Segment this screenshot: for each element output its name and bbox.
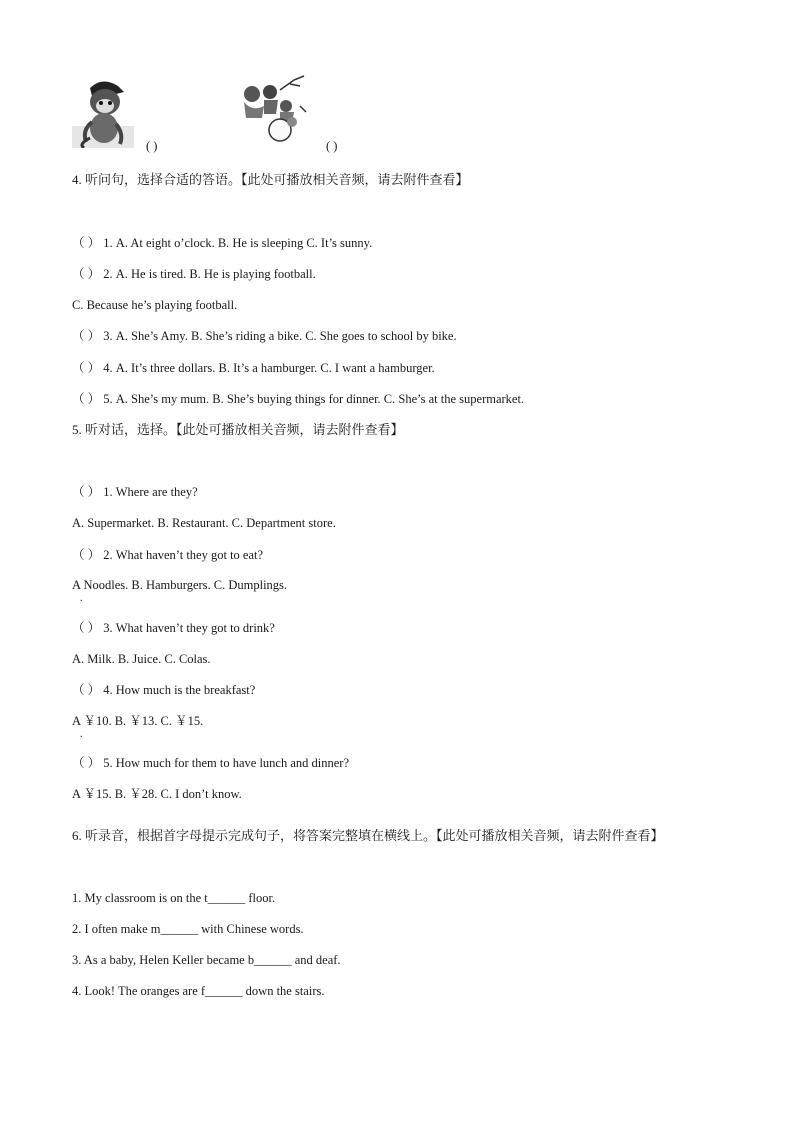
section-5-question-2[interactable]: （ ） 2. What haven’t they got to eat?: [72, 548, 264, 562]
section-4-item-3[interactable]: （ ） 3. A. She’s Amy. B. She’s riding a bike. C. She goes to school by bike.: [72, 329, 457, 343]
section-5-options-4: A ￥10. B. ￥13. C. ￥15.: [72, 714, 204, 728]
section-5-question-5[interactable]: （ ） 5. How much for them to have lunch and dinner?: [72, 756, 350, 770]
section-5-title: 5. 听对话，选择。【此处可播放相关音频，请去附件查看】: [72, 422, 404, 437]
section-4-item-1[interactable]: （ ） 1. A. At eight o’clock. B. He is sleeping C. It’s sunny.: [72, 236, 373, 250]
snowman-icon: [234, 72, 314, 144]
section-5-question-3[interactable]: （ ） 3. What haven’t they got to drink?: [72, 621, 275, 635]
section-6-sentence-4[interactable]: 4. Look! The oranges are f______ down the stairs.: [72, 984, 325, 998]
stray-dot-2: .: [80, 729, 83, 740]
stray-dot-1: .: [80, 593, 83, 604]
section-4-item-2[interactable]: （ ） 2. A. He is tired. B. He is playing football.: [72, 267, 316, 281]
monkey-cap-icon: [72, 78, 134, 148]
section-5-options-5: A ￥15. B. ￥28. C. I don’t know.: [72, 787, 242, 801]
monkey-cap-picture: [72, 78, 134, 148]
section-5-options-1: A. Supermarket. B. Restaurant. C. Department store.: [72, 516, 336, 530]
section-6-title: 6. 听录音，根据首字母提示完成句子，将答案完整填在横线上。【此处可播放相关音频，请去附件查看】: [72, 828, 664, 843]
section-5-question-4[interactable]: （ ） 4. How much is the breakfast?: [72, 683, 256, 697]
section-4-title: 4. 听问句，选择合适的答语。【此处可播放相关音频，请去附件查看】: [72, 172, 469, 187]
section-6-sentence-3[interactable]: 3. As a baby, Helen Keller became b______ and deaf.: [72, 953, 341, 967]
section-6-sentence-1[interactable]: 1. My classroom is on the t______ floor.: [72, 891, 276, 905]
section-5-question-1[interactable]: （ ） 1. Where are they?: [72, 485, 198, 499]
snowman-children-picture: [234, 72, 314, 144]
section-5-options-2: A Noodles. B. Hamburgers. C. Dumplings.: [72, 578, 288, 592]
picture-answer-bracket-1[interactable]: ( ): [146, 139, 158, 153]
section-6-sentence-2[interactable]: 2. I often make m______ with Chinese words.: [72, 922, 304, 936]
picture-answer-bracket-2[interactable]: ( ): [326, 139, 338, 153]
section-5-options-3: A. Milk. B. Juice. C. Colas.: [72, 652, 211, 666]
section-4-item-4[interactable]: （ ） 4. A. It’s three dollars. B. It’s a hamburger. C. I want a hamburger.: [72, 361, 435, 375]
section-4-item-5[interactable]: （ ） 5. A. She’s my mum. B. She’s buying things for dinner. C. She’s at the supermarket.: [72, 392, 525, 406]
section-4-item-2-option-c: C. Because he’s playing football.: [72, 298, 238, 312]
